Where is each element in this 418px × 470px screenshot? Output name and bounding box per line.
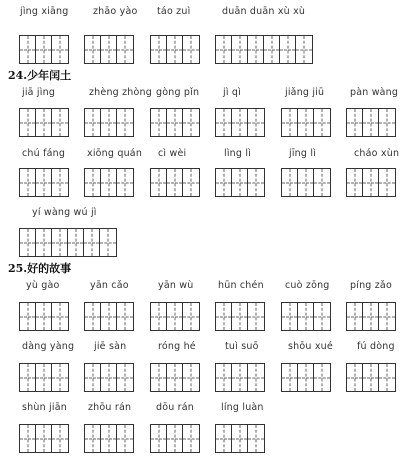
- character-grid[interactable]: [150, 35, 200, 64]
- pinyin-label: róng hé: [158, 341, 196, 352]
- character-grid[interactable]: [84, 424, 134, 453]
- pinyin-label: yān cǎo: [90, 280, 129, 291]
- pinyin-label: cháo xùn: [354, 148, 400, 159]
- character-grid[interactable]: [215, 108, 265, 137]
- pinyin-label: fú dòng: [357, 341, 395, 352]
- pinyin-label: gòng pǐn: [156, 87, 200, 98]
- section-heading: 25.好的故事: [8, 262, 72, 275]
- character-grid[interactable]: [346, 302, 396, 331]
- pinyin-label: líng luàn: [221, 402, 264, 413]
- character-grid[interactable]: [215, 35, 313, 64]
- character-grid[interactable]: [150, 363, 200, 392]
- character-grid[interactable]: [19, 302, 69, 331]
- character-grid[interactable]: [19, 363, 69, 392]
- pinyin-label: yù gào: [26, 280, 60, 291]
- character-grid[interactable]: [84, 363, 134, 392]
- character-grid[interactable]: [150, 424, 200, 453]
- character-grid[interactable]: [281, 363, 331, 392]
- pinyin-label: píng zǎo: [350, 280, 392, 291]
- pinyin-label: dōu rán: [156, 402, 195, 413]
- section-heading: 24.少年闰土: [8, 69, 72, 82]
- character-grid[interactable]: [215, 302, 265, 331]
- character-grid[interactable]: [346, 168, 396, 197]
- character-grid[interactable]: [215, 363, 265, 392]
- pinyin-label: cì wèi: [158, 148, 187, 159]
- character-grid[interactable]: [19, 35, 69, 64]
- character-grid[interactable]: [346, 108, 396, 137]
- character-grid[interactable]: [281, 302, 331, 331]
- pinyin-label: duān duān xù xù: [222, 6, 306, 17]
- character-grid[interactable]: [84, 302, 134, 331]
- pinyin-label: pàn wàng: [350, 87, 399, 98]
- pinyin-label: jiā jìng: [22, 87, 56, 98]
- pinyin-label: zhāo yào: [93, 6, 138, 17]
- pinyin-label: hūn chén: [218, 280, 264, 291]
- character-grid[interactable]: [19, 108, 69, 137]
- pinyin-label: jì qì: [223, 87, 241, 98]
- character-grid[interactable]: [150, 108, 200, 137]
- pinyin-label: zhōu rán: [88, 402, 132, 413]
- pinyin-label: jiē sàn: [94, 341, 127, 352]
- pinyin-label: tuì suō: [225, 341, 259, 352]
- character-grid[interactable]: [84, 108, 134, 137]
- pinyin-label: dàng yàng: [22, 341, 75, 352]
- pinyin-label: táo zuì: [157, 6, 191, 17]
- pinyin-label: yān wù: [158, 280, 194, 291]
- pinyin-label: yí wàng wú jì: [32, 207, 97, 218]
- character-grid[interactable]: [19, 424, 69, 453]
- character-grid[interactable]: [281, 168, 331, 197]
- pinyin-label: shōu xué: [288, 341, 333, 352]
- character-grid[interactable]: [84, 35, 134, 64]
- pinyin-label: shùn jiān: [22, 402, 67, 413]
- character-grid[interactable]: [215, 168, 265, 197]
- pinyin-label: jīng lì: [289, 148, 317, 159]
- character-grid[interactable]: [150, 168, 200, 197]
- character-grid[interactable]: [84, 168, 134, 197]
- pinyin-label: zhèng zhòng: [89, 87, 152, 98]
- character-grid[interactable]: [19, 228, 117, 257]
- character-grid[interactable]: [150, 302, 200, 331]
- pinyin-label: cuò zōng: [285, 280, 330, 291]
- character-grid[interactable]: [19, 168, 69, 197]
- pinyin-label: lìng lì: [224, 148, 252, 159]
- character-grid[interactable]: [215, 424, 265, 453]
- pinyin-label: jìng xiāng: [20, 6, 69, 17]
- character-grid[interactable]: [346, 363, 396, 392]
- pinyin-label: xiōng quán: [87, 148, 143, 159]
- pinyin-label: jiǎng jiū: [285, 87, 325, 98]
- character-grid[interactable]: [281, 108, 331, 137]
- pinyin-label: chú fáng: [22, 148, 66, 159]
